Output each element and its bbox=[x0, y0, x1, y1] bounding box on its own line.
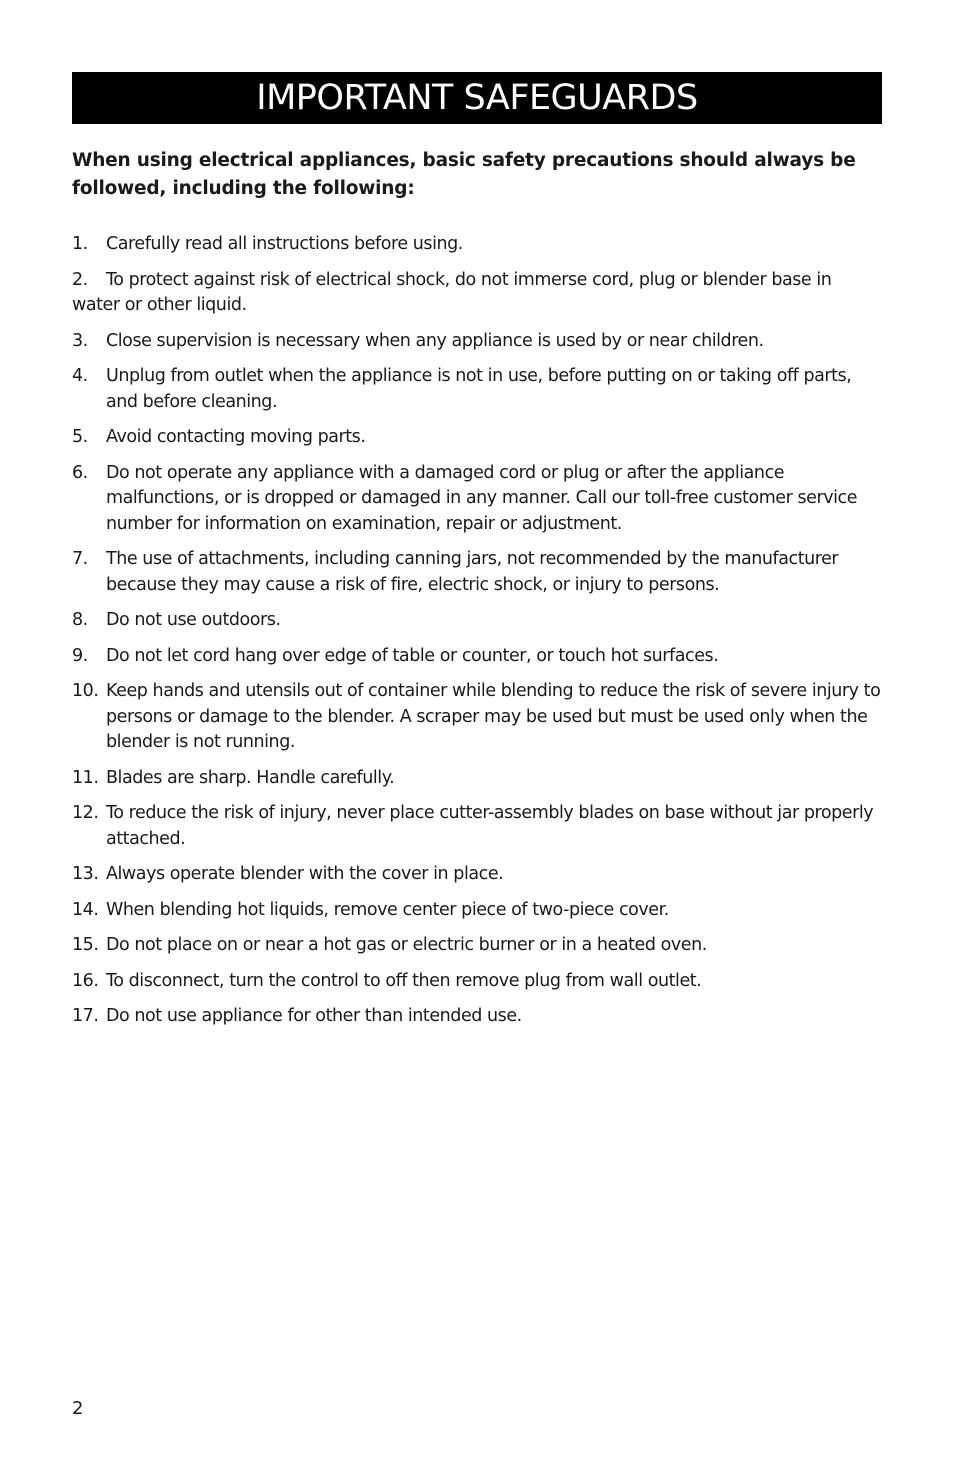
item-number: 16. bbox=[72, 970, 99, 991]
item-number: 6. bbox=[72, 462, 88, 483]
intro-paragraph: When using electrical appliances, basic safety precautions should always be followed, including the following: bbox=[72, 150, 856, 199]
item-text: The use of attachments, including canning jars, not recommended by the manufacturer because they may cause a risk of fire, electric shock, or injury to persons. bbox=[106, 549, 839, 595]
list-item bbox=[72, 608, 882, 634]
item-text: Do not place on or near a hot gas or electric burner or in a heated oven. bbox=[106, 935, 707, 955]
list-item bbox=[72, 766, 882, 792]
item-text: To protect against risk of electrical shock, do not immerse cord, plug or blender base in water or other liquid. bbox=[72, 269, 832, 315]
page-number: 2 bbox=[72, 1398, 84, 1419]
item-number: 9. bbox=[72, 645, 88, 666]
item-number: 12. bbox=[72, 803, 99, 823]
item-number: 5. bbox=[72, 427, 88, 447]
item-text: To disconnect, turn the control to off then remove plug from wall outlet. bbox=[106, 970, 702, 991]
item-number: 8. bbox=[72, 610, 88, 630]
item-text: To reduce the risk of injury, never place cutter-assembly blades on base without jar properly attached. bbox=[106, 803, 874, 849]
item-number: 17. bbox=[72, 1006, 99, 1026]
item-text: Blades are sharp. Handle carefully. bbox=[106, 767, 395, 788]
item-text: Keep hands and utensils out of container while blending to reduce the risk of severe injury to persons or damage to the blender. A scraper may be used but must be used only when the blender is not running. bbox=[106, 681, 881, 752]
item-text: Close supervision is necessary when any appliance is used by or near children. bbox=[106, 330, 764, 351]
item-number: 11. bbox=[72, 767, 99, 788]
title-banner bbox=[72, 72, 882, 124]
item-number: 15. bbox=[72, 935, 99, 955]
item-text: Do not operate any appliance with a damaged cord or plug or after the appliance malfunctions, or is dropped or damaged in any manner. Call our toll-free customer service number for information on examination, repair or adjustment. bbox=[106, 462, 858, 534]
item-text: Unplug from outlet when the appliance is not in use, before putting on or taking off parts, and before cleaning. bbox=[106, 366, 852, 412]
item-number: 4. bbox=[72, 366, 88, 386]
list-item bbox=[72, 933, 882, 959]
page-title: IMPORTANT SAFEGUARDS bbox=[256, 77, 698, 118]
item-text: Do not let cord hang over edge of table or counter, or touch hot surfaces. bbox=[106, 645, 719, 666]
list-item bbox=[72, 801, 882, 852]
item-number: 10. bbox=[72, 681, 99, 701]
item-number: 1. bbox=[72, 234, 88, 254]
item-text: Do not use outdoors. bbox=[106, 610, 281, 630]
item-number: 13. bbox=[72, 864, 99, 884]
list-item bbox=[72, 364, 882, 415]
safeguards-list bbox=[72, 232, 882, 1040]
list-item bbox=[72, 679, 882, 756]
item-text: When blending hot liquids, remove center piece of two-piece cover. bbox=[106, 899, 669, 920]
list-item bbox=[72, 1004, 882, 1030]
item-number: 7. bbox=[72, 549, 88, 569]
list-item bbox=[72, 461, 882, 538]
list-item bbox=[72, 969, 882, 995]
item-number: 3. bbox=[72, 330, 88, 351]
list-item bbox=[72, 329, 882, 355]
item-text: Avoid contacting moving parts. bbox=[106, 427, 366, 447]
list-item bbox=[72, 425, 882, 451]
list-item bbox=[72, 232, 882, 258]
list-item bbox=[72, 547, 882, 598]
list-item bbox=[72, 862, 882, 888]
item-number: 14. bbox=[72, 899, 99, 920]
list-item bbox=[72, 898, 882, 924]
list-item bbox=[72, 644, 882, 670]
item-number: 2. bbox=[72, 269, 88, 290]
item-text: Carefully read all instructions before using. bbox=[106, 234, 463, 254]
list-item bbox=[72, 268, 882, 319]
item-text: Always operate blender with the cover in place. bbox=[106, 864, 504, 884]
item-text: Do not use appliance for other than intended use. bbox=[106, 1006, 522, 1026]
